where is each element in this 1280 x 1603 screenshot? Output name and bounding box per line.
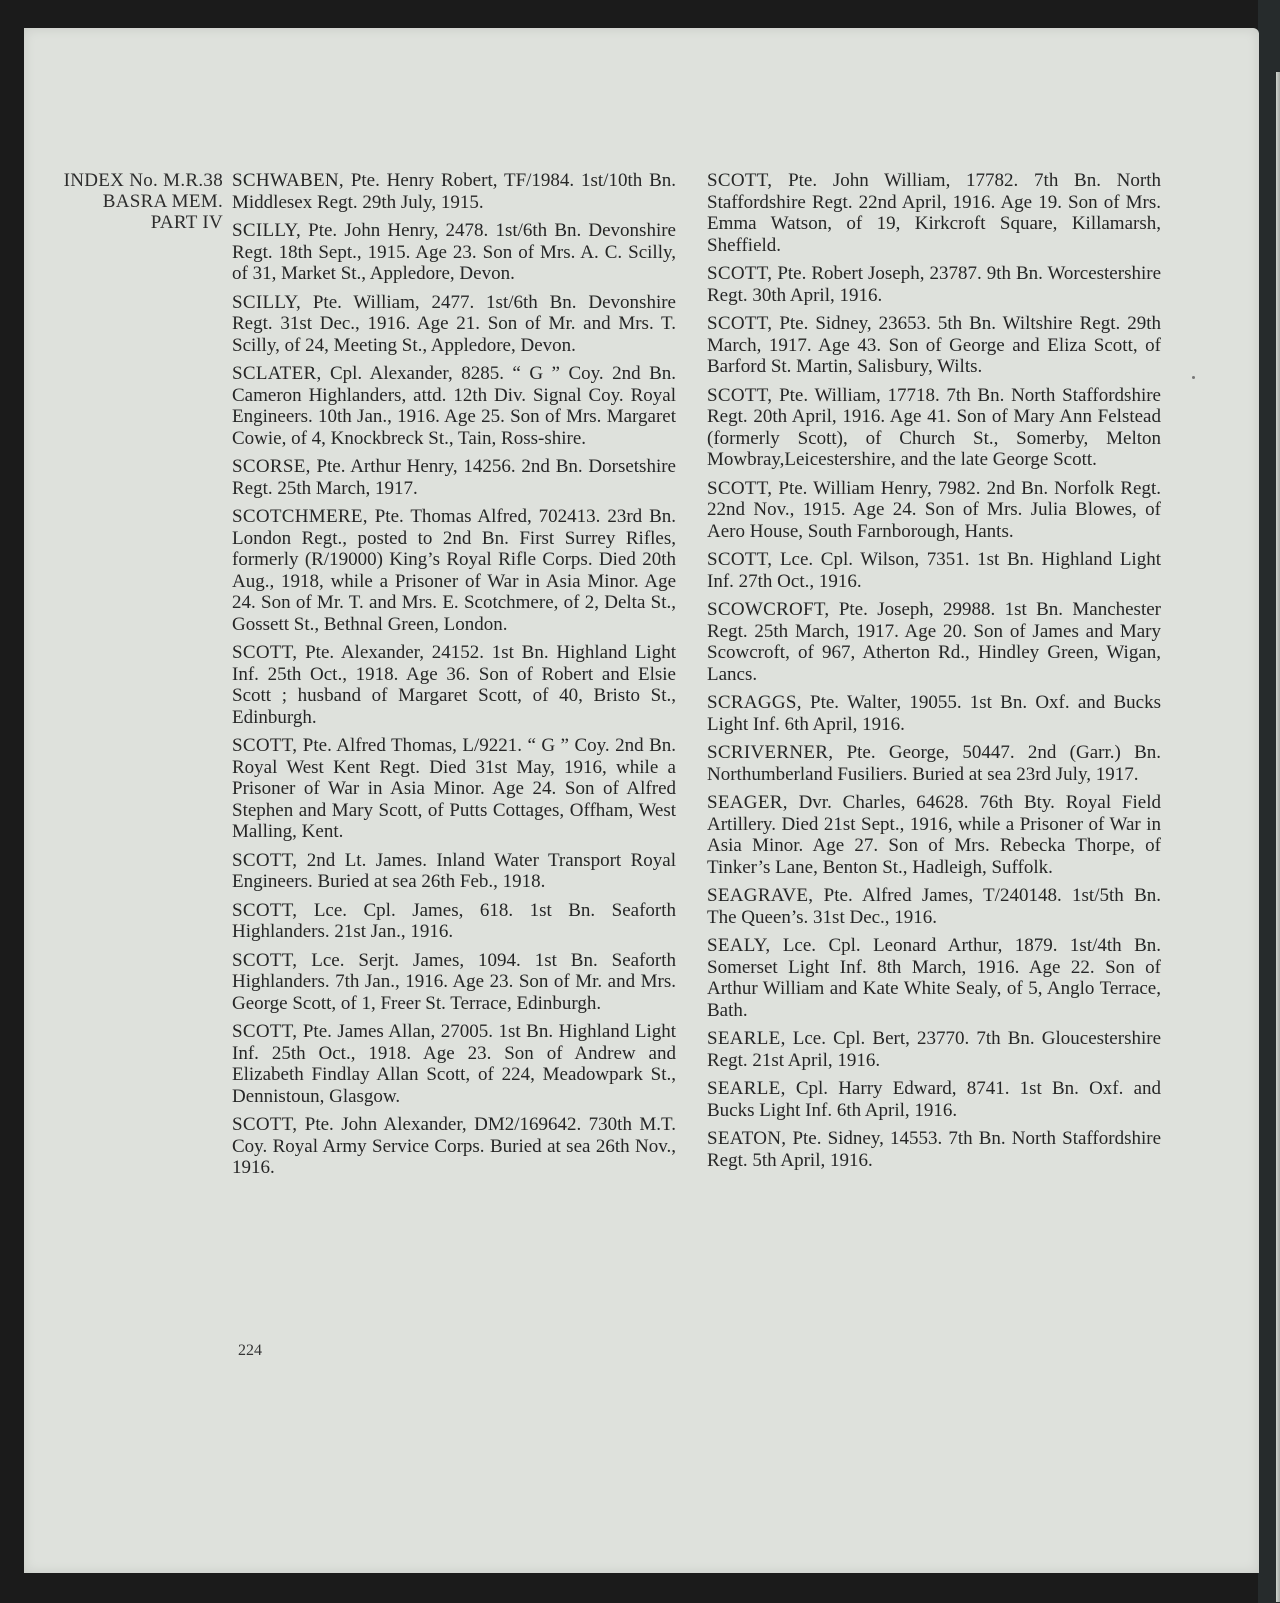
entry-details: 2nd Lt. James. Inland Water Transport Royal Engineers. Buried at sea 26th Feb., 1918. (232, 849, 677, 892)
entry-details: Pte. Alfred James, T/240148. 1st/5th Bn. The Queen’s. 31st Dec., 1916. (707, 885, 1161, 928)
memorial-entry (232, 220, 676, 285)
entry-details: Pte. Alexander, 24152. 1st Bn. Highland Light Inf. 25th Oct., 1918. Age 36. Son of Robert and Elsie Scott ; husband of Margaret Scott, of 40, Bristo St., Edinburgh. (232, 642, 676, 728)
entry-details: Pte. John Alexander, DM2/169642. 730th M.T. Coy. Royal Army Service Corps. Buried at sea 26th Nov., 1916. (232, 1114, 676, 1178)
entry-details: Pte. John William, 17782. 7th Bn. North Staffordshire Regt. 22nd April, 1916. Age 19. Son of Mrs. Emma Watson, of 19, Kirkcroft Square, Killamarsh, Sheffield. (707, 170, 1162, 256)
entry-details: Pte. Alfred Thomas, L/9221. “ G ” Coy. 2nd Bn. Royal West Kent Regt. Died 31st May, 1916, while a Prisoner of War in Asia Minor. Age 24. Son of Alfred Stephen and Mary Scott, of Putts Cottages, Offham, West Malling, Kent. (232, 735, 676, 842)
entry-details: Pte. William Henry, 7982. 2nd Bn. Norfolk Regt. 22nd Nov., 1915. Age 24. Son of Mrs. Julia Blowes, of Aero House, South Farnborough, Hants. (707, 477, 1162, 542)
memorial-entry (707, 385, 1161, 471)
memorial-entry (232, 1021, 676, 1107)
memorial-entry (232, 363, 676, 449)
entry-details: Pte. Joseph, 29988. 1st Bn. Manchester Regt. 25th March, 1917. Age 20. Son of James and Mary Scowcroft, of 967, Atherton Rd., Hindley Green, Wigan, Lancs. (707, 599, 1161, 685)
memorial-entry (707, 478, 1161, 543)
entry-surname: SEALY, (707, 935, 771, 956)
entry-surname: SCILLY, (232, 291, 301, 313)
entry-surname: SCORSE, (232, 456, 311, 477)
memorial-entry (707, 1128, 1161, 1171)
entry-details: Pte. Sidney, 23653. 5th Bn. Wiltshire Regt. 29th March, 1917. Age 43. Son of George and Eliza Scott, of Barford St. Martin, Salisbury, Wilts. (707, 313, 1161, 377)
right-column (707, 170, 1161, 1178)
entry-surname: SCOTT, (707, 263, 773, 284)
entry-surname: SCOWCROFT, (707, 599, 830, 620)
memorial-entry (232, 850, 676, 893)
entry-surname: SCOTT, (232, 642, 298, 663)
paper-speck (1192, 376, 1195, 379)
index-label-line: BASRA MEM. (102, 191, 223, 212)
memorial-entry (707, 599, 1161, 685)
memorial-entry (707, 549, 1161, 592)
memorial-entry (707, 263, 1161, 306)
entry-surname: SCOTT, (707, 477, 773, 499)
entry-details: Dvr. Charles, 64628. 76th Bty. Royal Field Artillery. Died 21st Sept., 1916, while a Prisoner of War in Asia Minor. Age 27. Son of Mrs. Rebecka Thorpe, of Tinker’s Lane, Benton St., Hadleigh, Suffolk. (707, 792, 1161, 878)
memorial-entry (232, 735, 676, 843)
entry-surname: SCRAGGS, (707, 692, 802, 713)
entry-details: Cpl. Harry Edward, 8741. 1st Bn. Oxf. and Bucks Light Inf. 6th April, 1916. (707, 1078, 1161, 1121)
memorial-entry (232, 506, 676, 635)
left-column (232, 170, 676, 1186)
memorial-entry (707, 935, 1161, 1021)
entry-surname: SCRIVERNER, (707, 742, 834, 763)
memorial-entry (707, 692, 1161, 735)
entry-surname: SCHWABEN, (232, 170, 344, 191)
entry-details: Lce. Cpl. Wilson, 7351. 1st Bn. Highland Light Inf. 27th Oct., 1916. (707, 549, 1161, 592)
entry-surname: SEATON, (707, 1128, 787, 1149)
index-label (38, 170, 223, 233)
memorial-entry (232, 900, 676, 943)
index-label-line: PART IV (150, 212, 223, 233)
memorial-entry (707, 742, 1161, 785)
memorial-entry (707, 885, 1161, 928)
entry-details: Lce. Cpl. James, 618. 1st Bn. Seaforth Highlanders. 21st Jan., 1916. (232, 899, 676, 942)
index-label-line: INDEX No. M.R.38 (63, 170, 223, 191)
entry-surname: SCOTT, (707, 549, 773, 570)
entry-details: Pte. Arthur Henry, 14256. 2nd Bn. Dorsetshire Regt. 25th March, 1917. (232, 456, 676, 499)
entry-surname: SCOTT, (707, 384, 773, 406)
entry-surname: SEAGER, (707, 792, 788, 813)
entry-details: Lce. Cpl. Bert, 23770. 7th Bn. Gloucestershire Regt. 21st April, 1916. (707, 1028, 1162, 1071)
memorial-entry (232, 1114, 676, 1179)
entry-surname: SCOTT, (232, 735, 298, 756)
entry-details: Cpl. Alexander, 8285. “ G ” Coy. 2nd Bn. Cameron Highlanders, attd. 12th Div. Signal Coy. Royal Engineers. 10th Jan., 1916. Age 25. Son of Mrs. Margaret Cowie, of 4, Knockbreck St., Tain, Ross-shire. (232, 363, 677, 449)
entry-details: Pte. Sidney, 14553. 7th Bn. North Staffordshire Regt. 5th April, 1916. (707, 1128, 1162, 1171)
memorial-entry (707, 792, 1161, 878)
entry-surname: SCOTT, (707, 170, 773, 191)
page-number: 224 (238, 1342, 262, 1359)
page-edge (1276, 72, 1280, 1602)
entry-details: Pte. William, 17718. 7th Bn. North Staffordshire Regt. 20th April, 1916. Age 41. Son of Mary Ann Felstead (formerly Scott), of Church St., Somerby, Melton Mowbray,Leicestershire, and the late George Scott. (707, 384, 1161, 470)
memorial-entry (707, 1028, 1161, 1071)
memorial-entry (707, 170, 1161, 256)
entry-surname: SCOTT, (232, 949, 298, 971)
entry-surname: SCILLY, (232, 220, 301, 241)
entry-details: Pte. John Henry, 2478. 1st/6th Bn. Devonshire Regt. 18th Sept., 1915. Age 23. Son of Mrs. A. C. Scilly, of 31, Market St., Appledore, Devon. (232, 220, 676, 284)
memorial-entry (707, 313, 1161, 378)
memorial-entry (232, 642, 676, 728)
memorial-entry (232, 170, 676, 213)
entry-surname: SCOTT, (707, 313, 773, 334)
memorial-entry (232, 292, 676, 357)
entry-surname: SEARLE, (707, 1078, 786, 1099)
entry-details: Pte. Thomas Alfred, 702413. 23rd Bn. London Regt., posted to 2nd Bn. First Surrey Rifles, formerly (R/19000) King’s Royal Rifle Corps. Died 20th Aug., 1918, while a Prisoner of War in Asia Minor. Age 24. Son of Mr. T. and Mrs. E. Scotchmere, of 2, Delta St., Gossett St., Bethnal Green, London. (232, 506, 677, 635)
memorial-entry (232, 456, 676, 499)
entry-surname: SEARLE, (707, 1028, 786, 1049)
entry-surname: SEAGRAVE, (707, 885, 814, 906)
entry-details: Lce. Serjt. James, 1094. 1st Bn. Seaforth Highlanders. 7th Jan., 1916. Age 23. Son of Mr. and Mrs. George Scott, of 1, Freer St. Terrace, Edinburgh. (232, 949, 676, 1014)
entry-surname: SCOTT, (232, 899, 298, 921)
entry-details: Pte. James Allan, 27005. 1st Bn. Highland Light Inf. 25th Oct., 1918. Age 23. Son of Andrew and Elizabeth Findlay Allan Scott, of 224, Meadowpark St., Dennistoun, Glasgow. (232, 1021, 676, 1107)
entry-surname: SCOTT, (232, 849, 298, 871)
memorial-entry (707, 1078, 1161, 1121)
entry-details: Pte. Robert Joseph, 23787. 9th Bn. Worcestershire Regt. 30th April, 1916. (707, 263, 1161, 306)
entry-details: Pte. Henry Robert, TF/1984. 1st/10th Bn. Middlesex Regt. 29th July, 1915. (232, 170, 677, 213)
entry-surname: SCLATER, (232, 363, 322, 384)
entry-details: Pte. George, 50447. 2nd (Garr.) Bn. Northumberland Fusiliers. Buried at sea 23rd July, 1917. (707, 742, 1162, 785)
entry-surname: SCOTCHMERE, (232, 506, 368, 527)
entry-surname: SCOTT, (232, 1114, 298, 1135)
entry-details: Pte. William, 2477. 1st/6th Bn. Devonshire Regt. 31st Dec., 1916. Age 21. Son of Mr. and Mrs. T. Scilly, of 24, Meeting St., Appledore, Devon. (232, 291, 676, 356)
entry-surname: SCOTT, (232, 1021, 298, 1042)
entry-details: Lce. Cpl. Leonard Arthur, 1879. 1st/4th Bn. Somerset Light Inf. 8th March, 1916. Age 22. Son of Arthur William and Kate White Sealy, of 5, Anglo Terrace, Bath. (707, 935, 1161, 1021)
entry-details: Pte. Walter, 19055. 1st Bn. Oxf. and Bucks Light Inf. 6th April, 1916. (707, 692, 1162, 735)
memorial-entry (232, 950, 676, 1015)
